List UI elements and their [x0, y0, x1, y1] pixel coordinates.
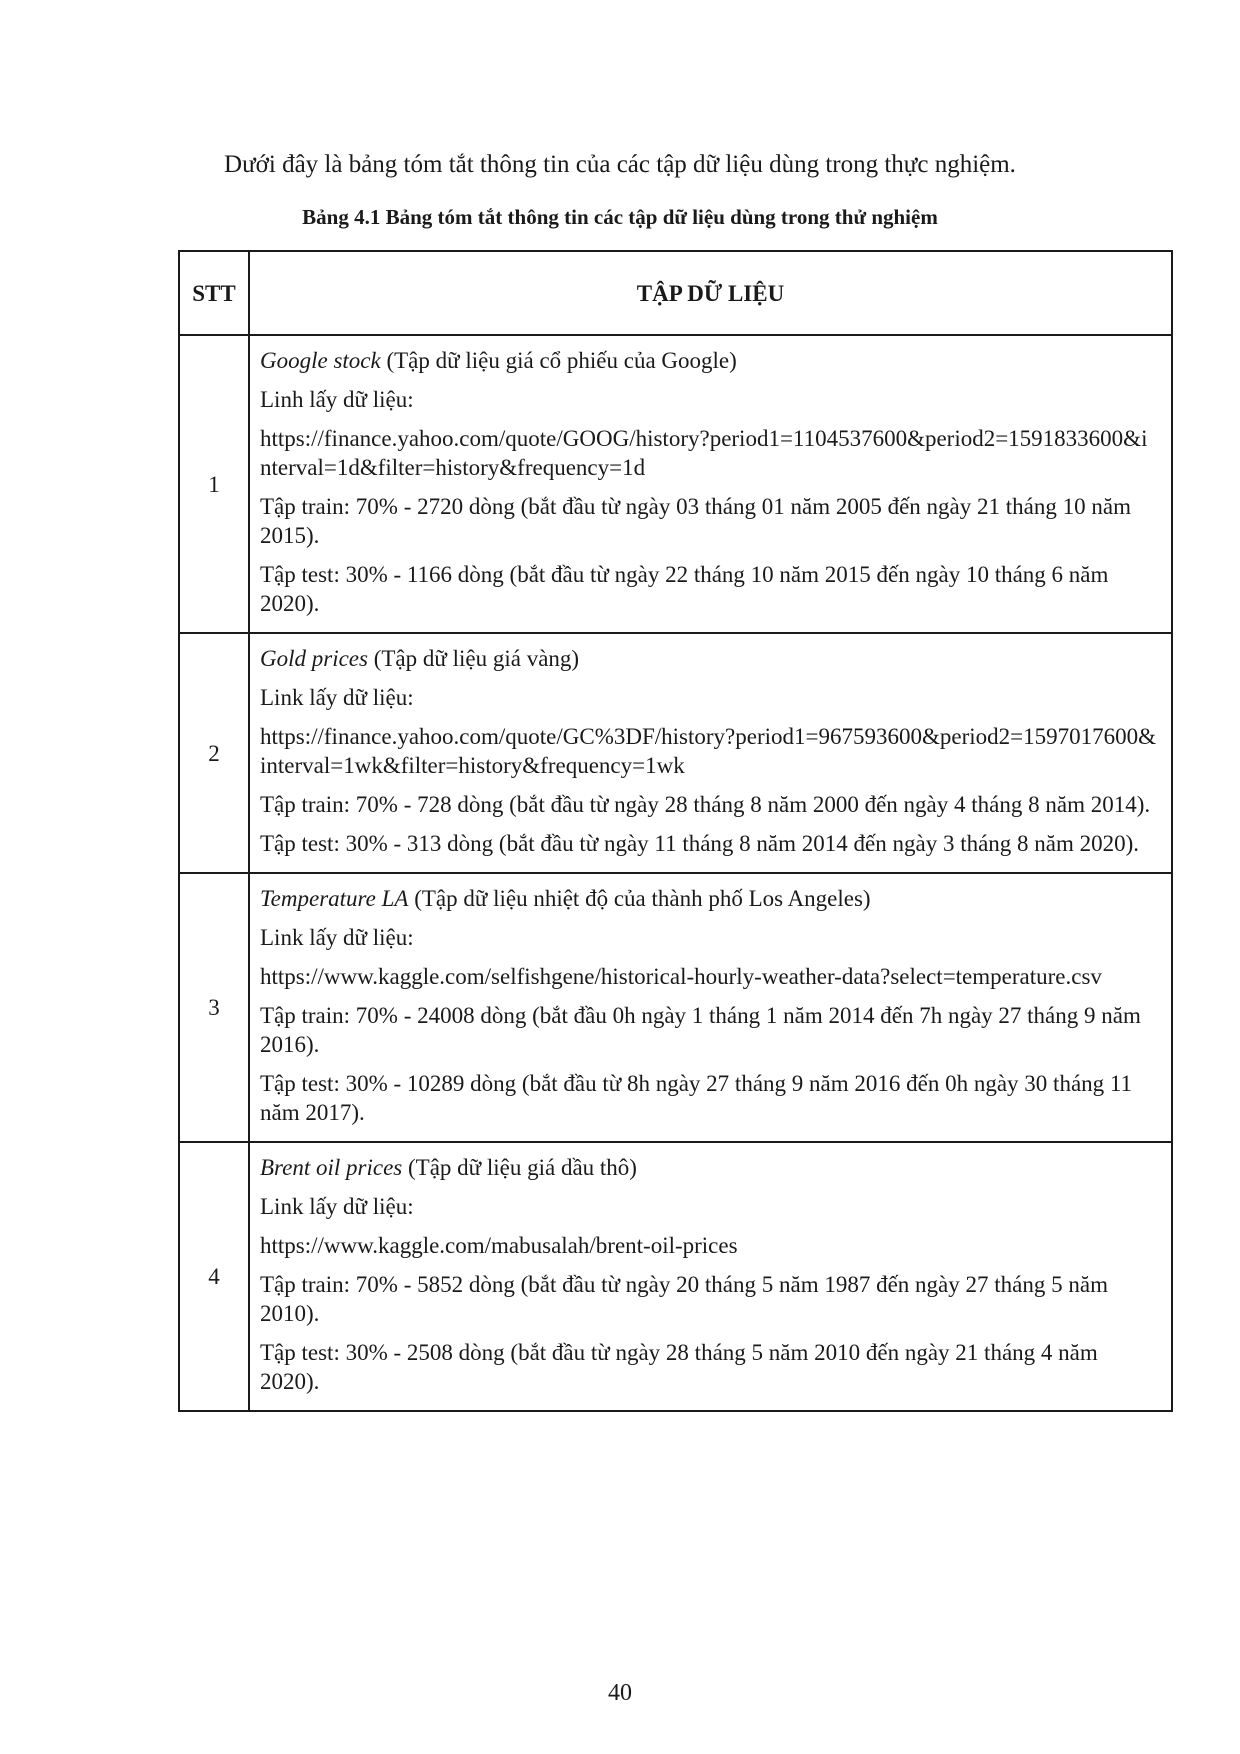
- train-split: Tập train: 70% - 728 dòng (bắt đầu từ ngày 28 tháng 8 năm 2000 đến ngày 4 tháng 8 năm 2014).: [260, 792, 1151, 817]
- train-split: Tập train: 70% - 2720 dòng (bắt đầu từ ngày 03 tháng 01 năm 2005 đến ngày 21 tháng 10 năm 2015).: [260, 494, 1131, 548]
- row-number: 3: [179, 873, 249, 1142]
- dataset-link: https://www.kaggle.com/selfishgene/historical-hourly-weather-data?select=temperature.csv: [260, 964, 1102, 989]
- dataset-description: (Tập dữ liệu giá dầu thô): [402, 1155, 637, 1180]
- dataset-link: https://www.kaggle.com/mabusalah/brent-oil-prices: [260, 1233, 738, 1258]
- header-stt: STT: [179, 251, 249, 335]
- dataset-cell: [249, 1142, 1172, 1411]
- dataset-title: [260, 884, 1157, 913]
- dataset-description: (Tập dữ liệu nhiệt độ của thành phố Los Angeles): [408, 886, 871, 911]
- table-row: [179, 873, 1172, 1142]
- test-split: Tập test: 30% - 10289 dòng (bắt đầu từ 8h ngày 27 tháng 9 năm 2016 đến 0h ngày 30 tháng 11 năm 2017).: [260, 1071, 1133, 1125]
- dataset-cell: [249, 633, 1172, 873]
- dataset-cell: [249, 873, 1172, 1142]
- test-split: Tập test: 30% - 1166 dòng (bắt đầu từ ngày 22 tháng 10 năm 2015 đến ngày 10 tháng 6 năm 2020).: [260, 562, 1109, 616]
- row-number: 1: [179, 335, 249, 633]
- dataset-link: https://finance.yahoo.com/quote/GC%3DF/history?period1=967593600&period2=1597017600&interval=1wk&filter=history&frequency=1wk: [260, 724, 1157, 778]
- dataset-summary-table: [178, 250, 1173, 1412]
- dataset-title: [260, 644, 1157, 673]
- table-row: [179, 335, 1172, 633]
- dataset-cell: [249, 335, 1172, 633]
- row-number: 2: [179, 633, 249, 873]
- dataset-name: Temperature LA: [260, 886, 409, 911]
- link-label: Link lấy dữ liệu:: [260, 925, 414, 950]
- test-split: Tập test: 30% - 313 dòng (bắt đầu từ ngày 11 tháng 8 năm 2014 đến ngày 3 tháng 8 năm 2020).: [260, 831, 1140, 856]
- test-split: Tập test: 30% - 2508 dòng (bắt đầu từ ngày 28 tháng 5 năm 2010 đến ngày 21 tháng 4 năm 2020).: [260, 1340, 1098, 1394]
- table-caption: Bảng 4.1 Bảng tóm tắt thông tin các tập dữ liệu dùng trong thử nghiệm: [302, 205, 938, 229]
- train-split: Tập train: 70% - 5852 dòng (bắt đầu từ ngày 20 tháng 5 năm 1987 đến ngày 27 tháng 5 năm 2010).: [260, 1272, 1108, 1326]
- intro-paragraph: Dưới đây là bảng tóm tắt thông tin của các tập dữ liệu dùng trong thực nghiệm.: [224, 151, 1016, 178]
- dataset-name: Gold prices: [260, 646, 368, 671]
- dataset-title: [260, 1153, 1157, 1182]
- table-row: [179, 1142, 1172, 1411]
- link-label: Linh lấy dữ liệu:: [260, 387, 414, 412]
- page-number: 40: [608, 1680, 632, 1706]
- dataset-description: (Tập dữ liệu giá cổ phiếu của Google): [380, 348, 737, 373]
- link-label: Link lấy dữ liệu:: [260, 1194, 414, 1219]
- link-label: Link lấy dữ liệu:: [260, 685, 414, 710]
- dataset-link: https://finance.yahoo.com/quote/GOOG/history?period1=1104537600&period2=1591833600&interval=1d&filter=history&frequency=1d: [260, 426, 1148, 480]
- train-split: Tập train: 70% - 24008 dòng (bắt đầu 0h ngày 1 tháng 1 năm 2014 đến 7h ngày 27 tháng 9 năm 2016).: [260, 1003, 1141, 1057]
- dataset-title: [260, 346, 1157, 375]
- header-dataset: TẬP DỮ LIỆU: [249, 251, 1172, 335]
- table-header-row: [179, 251, 1172, 335]
- table-row: [179, 633, 1172, 873]
- dataset-name: Brent oil prices: [260, 1155, 403, 1180]
- row-number: 4: [179, 1142, 249, 1411]
- dataset-name: Google stock: [260, 348, 381, 373]
- dataset-description: (Tập dữ liệu giá vàng): [367, 646, 580, 671]
